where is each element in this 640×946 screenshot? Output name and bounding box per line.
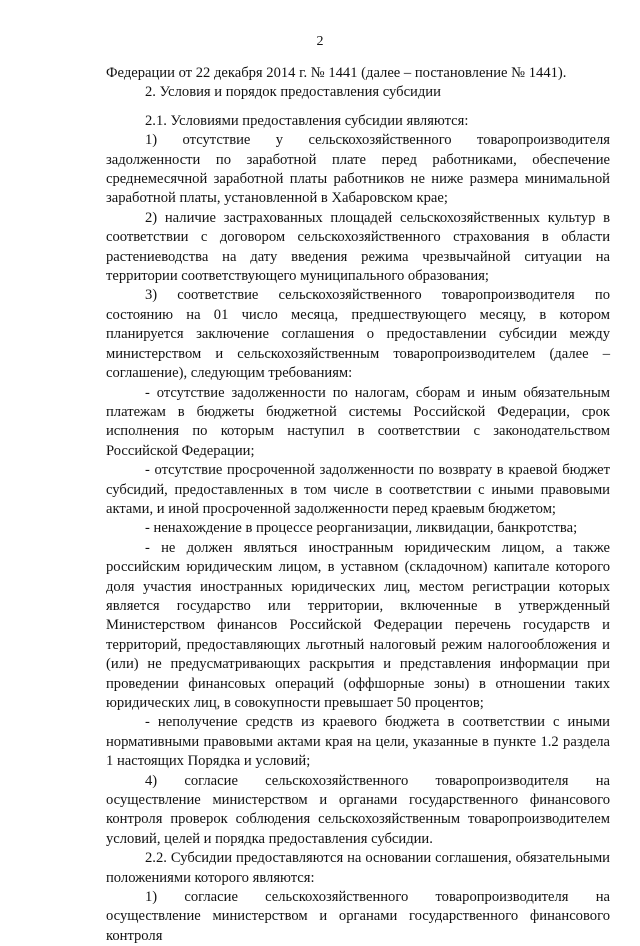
paragraph-2-2: 2.2. Субсидии предоставляются на основании соглашения, обязательными положениями которого являются: <box>106 850 610 886</box>
paragraph-condition-3: 3) соответствие сельскохозяйственного товаропроизводителя по состоянию на 01 число месяца, предшествующего месяцу, в котором планируется заключение соглашения о предоставлении субсидии между министерством и сельскохозяйственным товаропроизводителем (далее – соглашение), следующим требованиям: <box>106 287 610 382</box>
paragraph-condition-2: 2) наличие застрахованных площадей сельскохозяйственных культур в соответствии с договором сельскохозяйственного страхования в области растениеводства на дату введения режима чрезвычайной ситуации на территории соответствующего муниципального образования; <box>106 209 610 285</box>
requirement-no-overdue-debt: - отсутствие просроченной задолженности по возврату в краевой бюджет субсидий, предоставленных в том числе в соответствии с иными правовыми актами, и иной просроченной задолженности перед краевым бюджетом; <box>106 462 610 517</box>
paragraph-2-1: 2.1. Условиями предоставления субсидии являются: <box>145 112 469 129</box>
requirement-no-other-funds: - неполучение средств из краевого бюджета в соответствии с иными нормативными правовыми актами края на цели, указанные в пункте 1.2 раздела 1 настоящих Порядка и условий; <box>106 714 610 770</box>
paragraph-condition-4: 4) согласие сельскохозяйственного товаропроизводителя на осуществление министерством и органами государственного финансового контроля проверок соблюдения сельскохозяйственным товаропроизводителем условий, целей и порядка предоставления субсидии. <box>106 772 610 847</box>
requirement-no-tax-debt: - отсутствие задолженности по налогам, сборам и иным обязательным платежам в бюджеты бюджетной системы Российской Федерации, срок исполнения по которым наступил в соответствии с законодательством Российской Федерации; <box>106 384 610 459</box>
document-body <box>106 64 610 946</box>
paragraph-2-2-item-1: 1) согласие сельскохозяйственного товаропроизводителя на осуществление министерством и органами государственного финансового контроля <box>106 889 610 944</box>
section-heading: 2. Условия и порядок предоставления субсидии <box>145 84 441 101</box>
paragraph-continuation: Федерации от 22 декабря 2014 г. № 1441 (далее – постановление № 1441). <box>106 65 567 81</box>
requirement-no-reorganization: - ненахождение в процессе реорганизации, ликвидации, банкротства; <box>145 520 578 537</box>
page-number: 2 <box>316 34 324 49</box>
requirement-not-foreign-entity: - не должен являться иностранным юридическим лицом, а также российским юридическим лицом, в уставном (складочном) капитале которого доля участия иностранных юридических лиц, местом регистрации которых является государство или территории, включенные в утвержденный Министерством финансов Российской Федерации перечень государств и территорий, предоставляющих льготный налоговый режим налогообложения и (или) не предусматривающих раскрытия и представления информации при проведении финансовых операций (оффшорные зоны) в отношении таких юридических лиц, в совокупности превышает 50 процентов; <box>106 539 610 711</box>
paragraph-condition-1: 1) отсутствие у сельскохозяйственного товаропроизводителя задолженности по заработной плате перед работниками, обеспечение среднемесячной заработной платы работников не ниже размера минимальной заработной платы, установленной в Хабаровском крае; <box>106 132 610 207</box>
